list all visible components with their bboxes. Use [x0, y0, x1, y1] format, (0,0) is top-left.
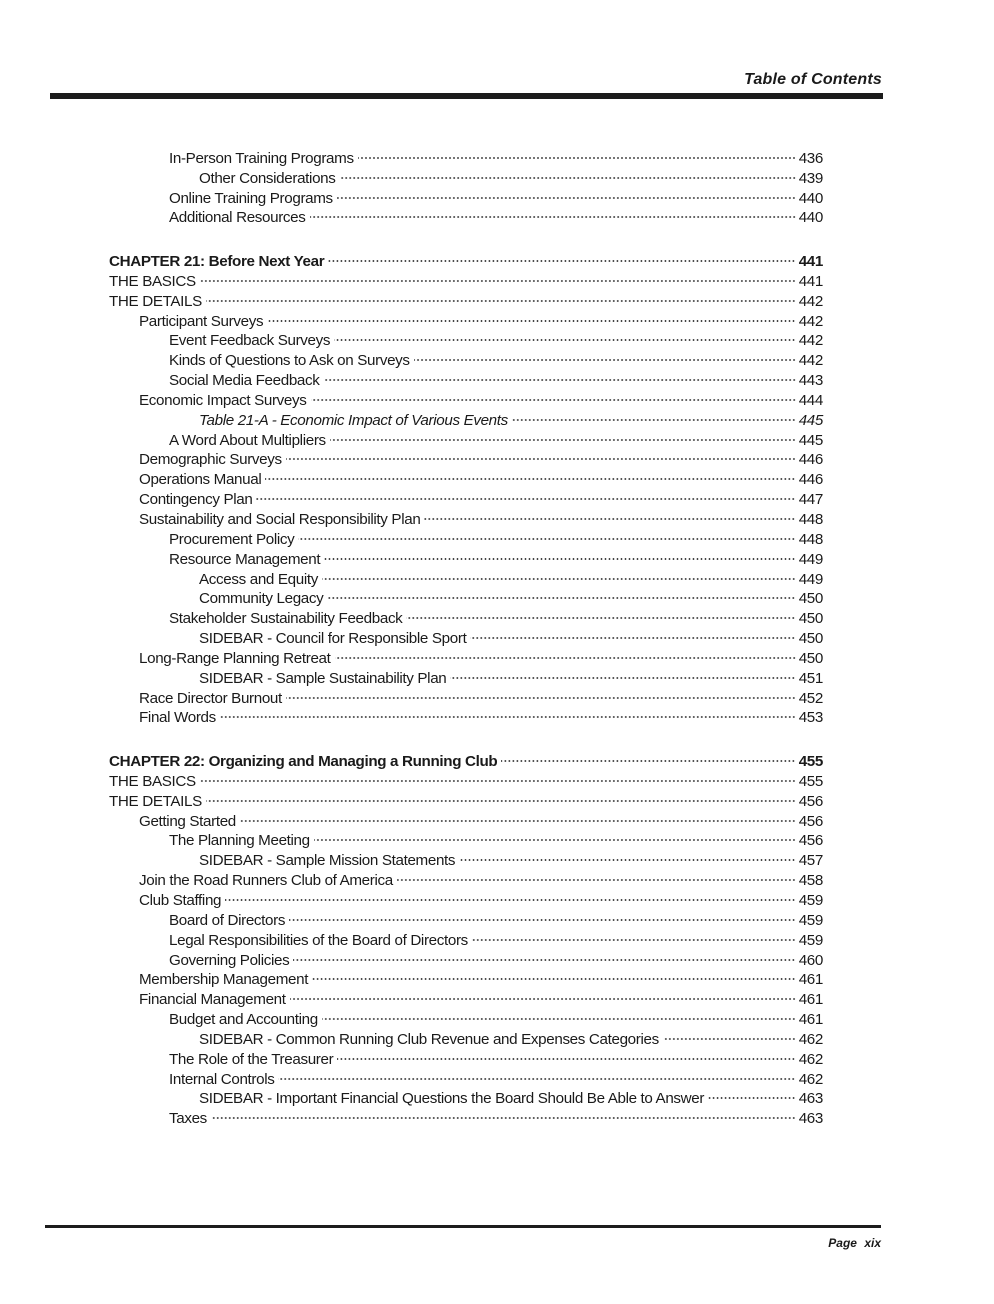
toc-entry-title: SIDEBAR - Sample Sustainability Plan [199, 669, 447, 687]
dot-leader [335, 643, 796, 663]
toc-entry-title: The Role of the Treasurer [169, 1050, 334, 1068]
toc-entry-title: Additional Resources [169, 209, 306, 227]
toc-entry-page: 461 [798, 1011, 823, 1029]
toc-entry-page: 442 [798, 292, 823, 310]
toc-entry-title: Board of Directors [169, 911, 286, 929]
dot-leader [298, 524, 795, 544]
dot-leader [314, 826, 796, 846]
toc-entry-title: THE BASICS [109, 272, 196, 290]
toc-entry[interactable] [109, 1103, 823, 1128]
dot-leader [265, 464, 795, 484]
toc-entry-title: Economic Impact Surveys [139, 391, 307, 409]
toc-entry-page: 450 [798, 610, 823, 628]
toc-entry-title: Membership Management [139, 971, 309, 989]
toc-entry-title: Social Media Feedback [169, 372, 320, 390]
toc-entry-title: THE BASICS [109, 772, 196, 790]
toc-entry-title: THE DETAILS [109, 292, 202, 310]
dot-leader [340, 163, 796, 183]
toc-entry[interactable] [109, 286, 823, 310]
dot-leader [450, 663, 795, 683]
dot-leader [358, 143, 796, 163]
toc-entry-title: SIDEBAR - Important Financial Questions the Board Should Be Able to Answer [199, 1090, 705, 1108]
toc-entry-page: 448 [798, 530, 823, 548]
dot-leader [414, 345, 796, 365]
toc-entry-page: 459 [798, 891, 823, 909]
toc-entry-title: Race Director Burnout [139, 689, 282, 707]
dot-leader [289, 905, 796, 925]
toc-entry-page: 462 [798, 1070, 823, 1088]
toc-entry-title: Access and Equity [199, 570, 318, 588]
footer-rule [45, 1225, 881, 1228]
toc-entry-title: Governing Policies [169, 951, 290, 969]
table-of-contents [109, 143, 823, 1128]
toc-entry-page: 459 [798, 931, 823, 949]
dot-leader [406, 603, 795, 623]
toc-entry-page: 446 [798, 471, 823, 489]
toc-entry-title: The Planning Meeting [169, 832, 310, 850]
toc-entry-title: Final Words [139, 709, 216, 727]
toc-entry-title: Other Considerations [199, 169, 336, 187]
toc-entry[interactable] [109, 266, 823, 290]
toc-entry-title: Procurement Policy [169, 530, 295, 548]
dot-leader [200, 766, 796, 786]
toc-entry-title: Club Staffing [139, 891, 222, 909]
toc-entry-page: 436 [798, 149, 823, 167]
toc-entry-title: Sustainability and Social Responsibility Plan [139, 510, 421, 528]
dot-leader [472, 925, 796, 945]
dot-leader [256, 484, 795, 504]
dot-leader [206, 286, 796, 306]
toc-entry-page: 460 [798, 951, 823, 969]
toc-entry-title: Event Feedback Surveys [169, 332, 331, 350]
toc-entry-page: 453 [798, 709, 823, 727]
toc-entry-title: Financial Management [139, 991, 286, 1009]
toc-entry-page: 463 [798, 1090, 823, 1108]
dot-leader [278, 1064, 795, 1084]
dot-leader [293, 945, 795, 965]
toc-entry-page: 462 [798, 1030, 823, 1048]
dot-leader [512, 405, 796, 425]
toc-chapter-heading[interactable] [109, 246, 823, 271]
toc-entry-page: 456 [798, 792, 823, 810]
dot-leader [220, 703, 796, 723]
toc-entry-title: CHAPTER 22: Organizing and Managing a Running Club [109, 753, 498, 771]
toc-chapter-heading[interactable] [109, 746, 823, 771]
page-number: Page xix [828, 1236, 881, 1250]
toc-entry-page: 443 [798, 372, 823, 390]
toc-entry-page: 461 [798, 971, 823, 989]
toc-entry-page: 456 [798, 832, 823, 850]
dot-leader [708, 1084, 796, 1104]
toc-entry-page: 455 [798, 772, 823, 790]
dot-leader [501, 746, 795, 766]
dot-leader [310, 203, 796, 223]
toc-entry[interactable] [109, 143, 823, 167]
dot-leader [397, 865, 796, 885]
toc-entry-page: 450 [798, 590, 823, 608]
toc-entry-page: 440 [798, 189, 823, 207]
toc-entry-page: 442 [798, 352, 823, 370]
toc-entry-title: Community Legacy [199, 590, 324, 608]
dot-leader [459, 845, 796, 865]
toc-entry-title: Operations Manual [139, 471, 262, 489]
dot-leader [286, 683, 796, 703]
toc-entry-page: 442 [798, 332, 823, 350]
toc-entry-page: 456 [798, 812, 823, 830]
dot-leader [225, 885, 796, 905]
toc-entry-page: 440 [798, 209, 823, 227]
toc-entry-title: SIDEBAR - Council for Responsible Sport [199, 630, 467, 648]
toc-entry-page: 461 [798, 991, 823, 1009]
toc-entry[interactable] [109, 766, 823, 790]
dot-leader [267, 306, 796, 326]
toc-entry-title: Resource Management [169, 550, 321, 568]
toc-entry-page: 447 [798, 491, 823, 509]
toc-entry[interactable] [109, 306, 823, 330]
toc-entry-title: Participant Surveys [139, 312, 264, 330]
toc-entry-page: 449 [798, 570, 823, 588]
toc-entry-page: 439 [798, 169, 823, 187]
toc-entry-title: A Word About Multipliers [169, 431, 326, 449]
toc-entry-page: 441 [798, 272, 823, 290]
toc-entry-page: 441 [798, 253, 823, 271]
toc-entry-page: 455 [798, 753, 823, 771]
dot-leader [200, 266, 796, 286]
toc-entry-title: Online Training Programs [169, 189, 333, 207]
toc-entry-page: 446 [798, 451, 823, 469]
dot-leader [424, 504, 795, 524]
dot-leader [327, 584, 795, 604]
toc-entry-title: SIDEBAR - Sample Mission Statements [199, 852, 456, 870]
dot-leader [663, 1024, 796, 1044]
toc-entry-title: Table 21-A - Economic Impact of Various Events [199, 411, 508, 429]
dot-leader [337, 183, 796, 203]
toc-entry-title: Legal Responsibilities of the Board of Directors [169, 931, 468, 949]
toc-entry-page: 463 [798, 1110, 823, 1128]
toc-entry-title: Join the Road Runners Club of America [139, 872, 393, 890]
toc-entry[interactable] [109, 806, 823, 830]
toc-entry-title: Taxes [169, 1110, 207, 1128]
toc-entry-title: Getting Started [139, 812, 236, 830]
toc-entry-page: 445 [798, 431, 823, 449]
dot-leader [324, 544, 795, 564]
toc-entry[interactable] [109, 786, 823, 810]
dot-leader [337, 1044, 795, 1064]
toc-entry-page: 452 [798, 689, 823, 707]
dot-leader [328, 246, 795, 266]
toc-entry-title: Budget and Accounting [169, 1011, 318, 1029]
dot-leader [470, 623, 795, 643]
toc-entry-title: Stakeholder Sustainability Feedback [169, 610, 403, 628]
toc-entry-title: Kinds of Questions to Ask on Surveys [169, 352, 410, 370]
toc-entry-title: Demographic Surveys [139, 451, 282, 469]
dot-leader [324, 365, 796, 385]
toc-entry-page: 462 [798, 1050, 823, 1068]
toc-entry-page: 450 [798, 649, 823, 667]
toc-entry-title: Contingency Plan [139, 491, 253, 509]
toc-entry-title: Long-Range Planning Retreat [139, 649, 331, 667]
toc-entry-page: 442 [798, 312, 823, 330]
toc-entry-title: Internal Controls [169, 1070, 275, 1088]
dot-leader [312, 965, 796, 985]
toc-entry-title: THE DETAILS [109, 792, 202, 810]
header-rule [50, 93, 883, 99]
toc-entry-title: SIDEBAR - Common Running Club Revenue and Expenses Categories [199, 1030, 659, 1048]
toc-entry-page: 448 [798, 510, 823, 528]
toc-entry-page: 458 [798, 872, 823, 890]
dot-leader [206, 786, 796, 806]
toc-entry-page: 445 [798, 411, 823, 429]
dot-leader [322, 564, 796, 584]
dot-leader [290, 984, 796, 1004]
dot-leader [330, 425, 796, 445]
toc-entry-page: 449 [798, 550, 823, 568]
dot-leader [311, 385, 796, 405]
toc-entry-page: 457 [798, 852, 823, 870]
dot-leader [286, 445, 796, 465]
toc-entry-page: 451 [798, 669, 823, 687]
toc-entry-page: 459 [798, 911, 823, 929]
dot-leader [322, 1004, 796, 1024]
toc-entry-page: 450 [798, 630, 823, 648]
toc-entry-page: 444 [798, 391, 823, 409]
toc-entry-title: In-Person Training Programs [169, 149, 354, 167]
toc-entry-title: CHAPTER 21: Before Next Year [109, 253, 325, 271]
dot-leader [240, 806, 796, 826]
running-header-title: Table of Contents [744, 71, 882, 88]
dot-leader [334, 326, 796, 346]
dot-leader [211, 1103, 796, 1123]
